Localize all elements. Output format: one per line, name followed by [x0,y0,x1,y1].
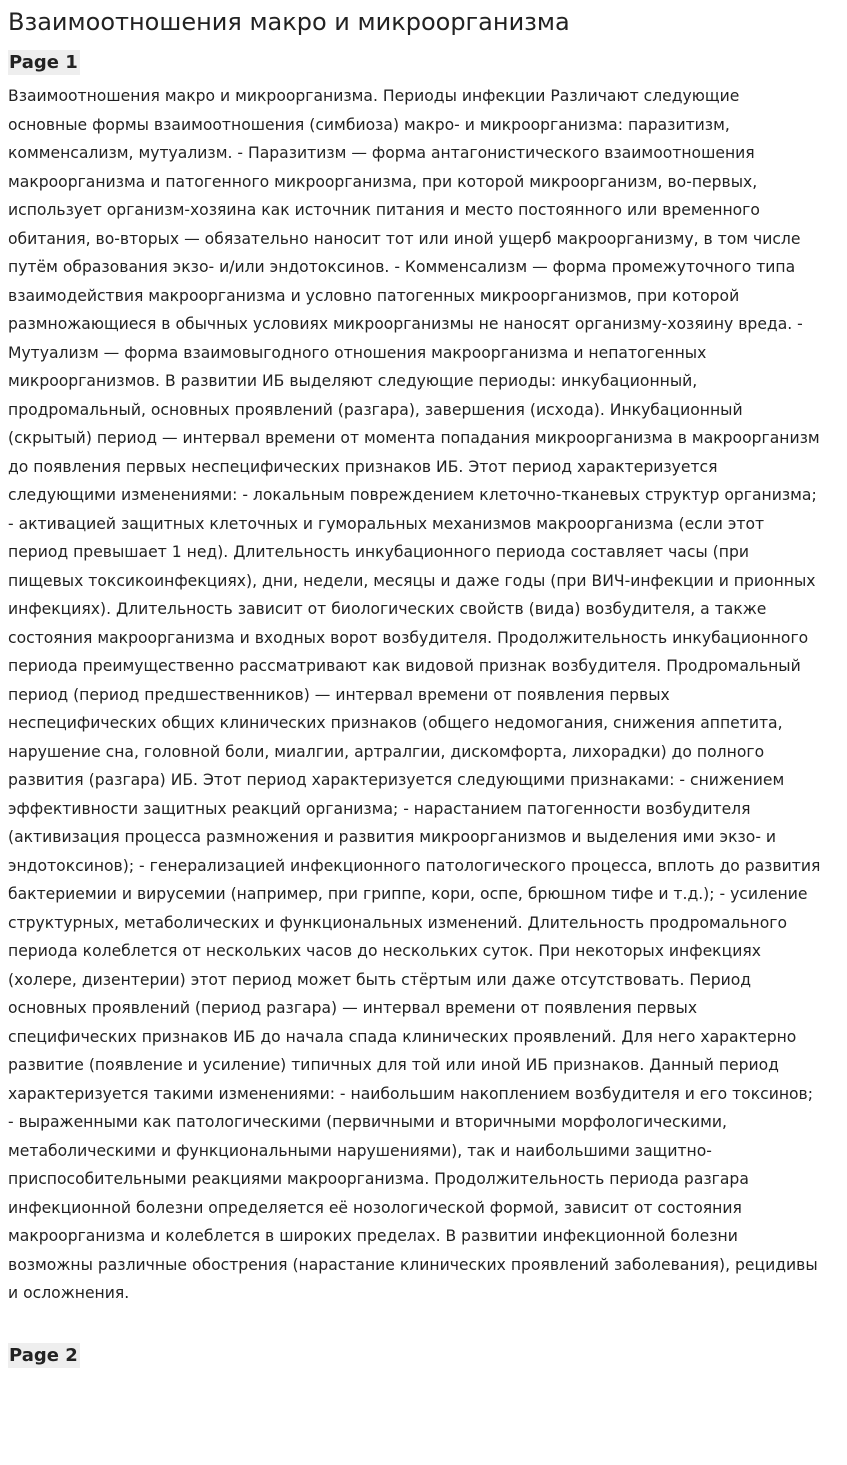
page-label: Page 2 [9,1344,78,1366]
page-text: Взаимоотношения макро и микроорганизма. Периоды инфекции Различают следующие основные формы взаимоотношения (симбиоза) макро- и микроорганизма: паразитизм, комменсализм, мутуализм. - Паразитизм — форма антагонистического взаимоотношения макроорганизма и патогенного микроорганизма, при которой микроорганизм, во-первых, использует организм-хозяина как источник питания и место постоянного или временного обитания, во-вторых — обязательно наносит тот или иной ущерб макроорганизму, в том числе путём образования экзо- и/или эндотоксинов. - Комменсализм — форма промежуточного типа взаимодействия макроорганизма и условно патогенных микроорганизмов, при которой размножающиеся в обычных условиях микроорганизмы не наносят организму-хозяину вреда. - Мутуализм — форма взаимовыгодного отношения макроорганизма и непатогенных микроорганизмов. В развитии ИБ выделяют следующие периоды: инкубационный, продромальный, основных проявлений (разгара), завершения (исхода). Инкубационный (скрытый) период — интервал времени от момента попадания микроорганизма в макроорганизм до появления первых неспецифических признаков ИБ. Этот период характеризуется следующими изменениями: - локальным повреждением клеточно-тканевых структур организма; - активацией защитных клеточных и гуморальных механизмов макроорганизма (если этот период превышает 1 нед). Длительность инкубационного периода составляет часы (при пищевых токсикоинфекциях), дни, недели, месяцы и даже годы (при ВИЧ-инфекции и прионных инфекциях). Длительность зависит от биологических свойств (вида) возбудителя, а также состояния макроорганизма и входных ворот возбудителя. Продолжительность инкубационного периода преимущественно рассматривают как видовой признак возбудителя. Продромальный период (период предшественников) — интервал времени от появления первых неспецифических общих клинических признаков (общего недомогания, снижения аппетита, нарушение сна, головной боли, миалгии, артралгии, дискомфорта, лихорадки) до полного развития (разгара) ИБ. Этот период характеризуется следующими признаками: - снижением эффективности защитных реакций организма; - нарастанием патогенности возбудителя (активизация процесса размножения и развития микроорганизмов и выделения ими экзо- и эндотоксинов); - генерализацией инфекционного патологического процесса, вплоть до развития бактериемии и вирусемии (например, при гриппе, кори, оспе, брюшном тифе и т.д.); - усиление структурных, метаболических и функциональных изменений. Длительность продромального периода колеблется от нескольких часов до нескольких суток. При некоторых инфекциях (холере, дизентерии) этот период может быть стёртым или даже отсутствовать. Период основных проявлений (период разгара) — интервал времени от появления первых специфических признаков ИБ до начала спада клинических проявлений. Для него характерно развитие (появление и усиление) типичных для той или иной ИБ признаков. Данный период характеризуется такими изменениями: - наибольшим накоплением возбудителя и его токсинов; - выраженными как патологическими (первичными и вторичными морфологическими, метаболическими и функциональными нарушениями), так и наибольшими защитно-приспособительными реакциями макроорганизма. Продолжительность периода разгара инфекционной болезни определяется её нозологической формой, зависит от состояния макроорганизма и колеблется в широких пределах. В развитии инфекционной болезни возможны различные обострения (нарастание клинических проявлений заболевания), рецидивы и осложнения. [8,87,821,1302]
document-title: Взаимоотношения макро и микроорганизма [8,8,570,36]
document [0,8,823,1368]
page-label: Page 1 [9,52,78,73]
page-section [8,50,823,1308]
page-section [8,1343,823,1368]
